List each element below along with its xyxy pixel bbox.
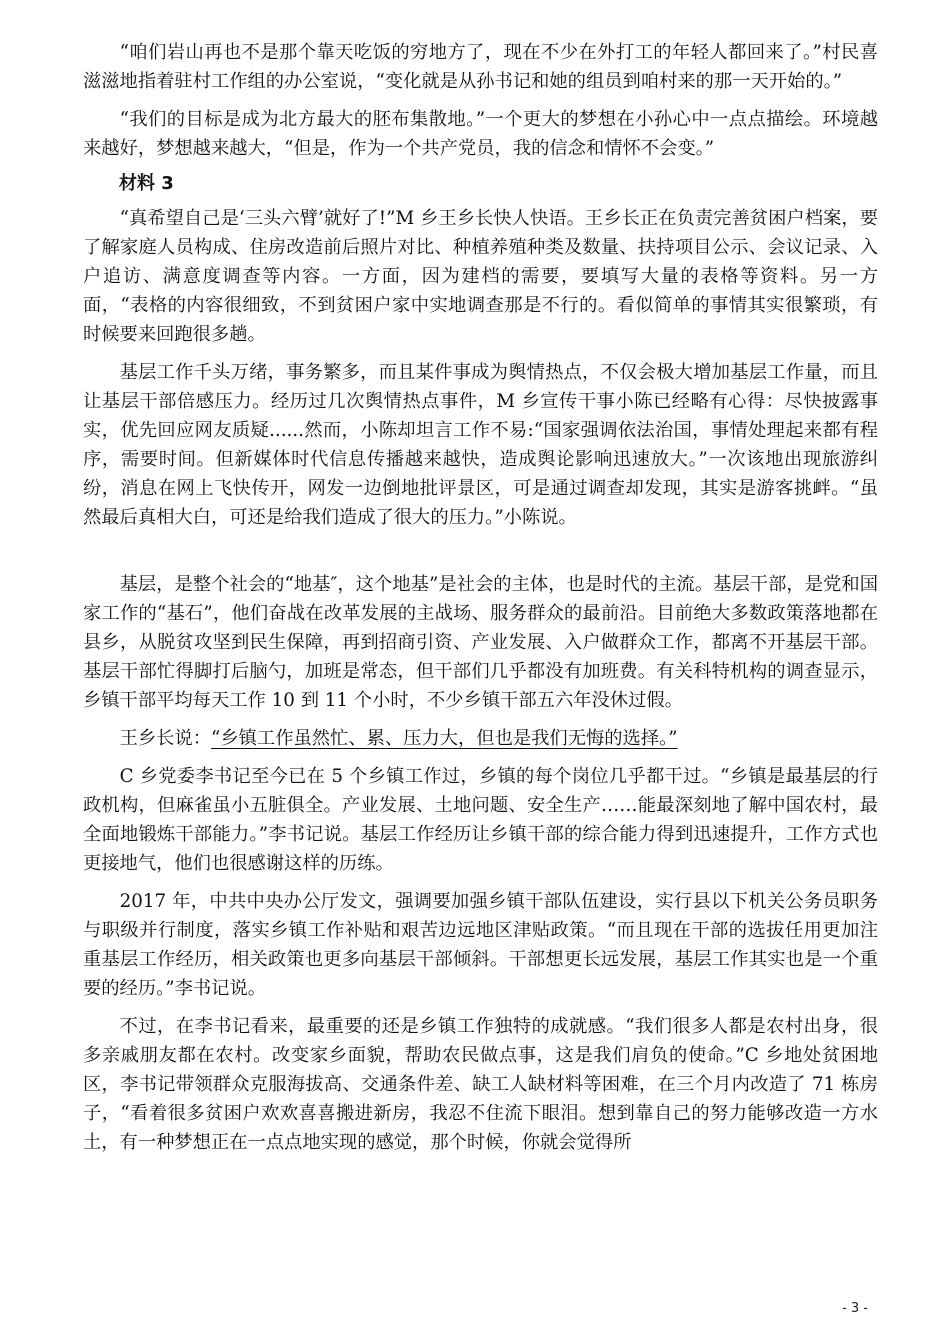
section-heading-material-3: 材料 3 — [119, 173, 174, 194]
paragraph-wang-says — [83, 724, 878, 753]
paragraph-wang-archives: “真希望自己是‘三头六臂’就好了!”M 乡王乡长快人快语。王乡长正在负责完善贫困户档案，要了解家庭人员构成、住房改造前后照片对比、种植养殖种类及数量、扶持项目公示、会议记录、入户追访、满意度调查等内容。一方面，因为建档的需要，要填写大量的表格等资料。另一方面，“表格的内容很细致，不到贫困户家中实地调查那是不行的。看似简单的事情其实很繁琐，有时候要来回跑很多趟。 — [83, 208, 878, 345]
underlined-quote: “乡镇工作虽然忙、累、压力大，但也是我们无悔的选择。” — [211, 728, 678, 749]
paragraph-dream: “我们的目标是成为北方最大的胚布集散地。”一个更大的梦想在小孙心中一点点描绘。环境越来越好，梦想越来越大，“但是，作为一个共产党员，我的信念和情怀不会变。” — [83, 109, 878, 159]
paragraph-grassroots: 基层，是整个社会的“地基″，这个地基”是社会的主体，也是时代的主流。基层干部，是党和国家工作的“基石”，他们奋战在改革发展的主战场、服务群众的最前沿。目前绝大多数政策落地都在县乡，从脱贫攻坚到民生保障，再到招商引资、产业发展、入户做群众工作，都离不开基层干部。基层干部忙得脚打后脑勺，加班是常态，但干部们几乎都没有加班费。有关科特机构的调查显示，乡镇干部平均每天工作 10 到 11 个小时，不少乡镇干部五六年没休过假。 — [83, 574, 878, 711]
paragraph-achievement: 不过，在李书记看来，最重要的还是乡镇工作独特的成就感。“我们很多人都是农村出身，很多亲戚朋友都在农村。改变家乡面貌，帮助农民做点事，这是我们肩负的使命。”C 乡地处贫困地区，李书记带领群众克服海拔高、交通条件差、缺工人缺材料等困难，在三个月内改造了 71 栋房子，“看着很多贫困户欢欢喜喜搬进新房，我忍不住流下眼泪。想到靠自己的努力能够改造一方水土，有一种梦想正在一点点地实现的感觉，那个时候，你就会觉得所 — [83, 1016, 878, 1153]
paragraph-villager-quote: “咱们岩山再也不是那个靠天吃饭的穷地方了，现在不少在外打工的年轻人都回来了。”村民喜滋滋地指着驻村工作组的办公室说，“变化就是从孙书记和她的组员到咱村来的那一天开始的。” — [83, 42, 878, 92]
paragraph-policy-2017: 2017 年，中共中央办公厅发文，强调要加强乡镇干部队伍建设，实行县以下机关公务员职务与职级并行制度，落实乡镇工作补贴和艰苦边远地区津贴政策。“而且现在干部的选拔任用更加注重基层工作经历，相关政策也更多向基层干部倾斜。干部想更长远发展，基层工作其实也是一个重要的经历。”李书记说。 — [83, 891, 878, 999]
speaker-prefix: 王乡长说： — [119, 728, 211, 749]
page-number: - 3 - — [842, 1301, 868, 1316]
document-body — [83, 38, 878, 1157]
paragraph-li-experience: C 乡党委李书记至今已在 5 个乡镇工作过，乡镇的每个岗位几乎都干过。“乡镇是最基层的行政机构，但麻雀虽小五脏俱全。产业发展、土地问题、安全生产……能最深刻地了解中国农村，最全面地锻炼干部能力。”李书记说。基层工作经历让乡镇干部的综合能力得到迅速提升，工作方式也更接地气，他们也很感谢这样的历练。 — [83, 766, 878, 874]
paragraph-public-opinion: 基层工作千头万绪，事务繁多，而且某件事成为舆情热点，不仅会极大增加基层工作量，而且让基层干部倍感压力。经历过几次舆情热点事件，M 乡宣传干事小陈已经略有心得：尽快披露事实，优先回应网友质疑......然而，小陈却坦言工作不易:“国家强调依法治国，事情处理起来都有程序，需要时间。但新媒体时代信息传播越来越快，造成舆论影响迅速放大。”一次该地出现旅游纠纷，消息在网上飞快传开，网发一边倒地批评景区，可是通过调查却发现，其实是游客挑衅。“虽然最后真相大白，可还是给我们造成了很大的压力。”小陈说。 — [83, 362, 878, 528]
